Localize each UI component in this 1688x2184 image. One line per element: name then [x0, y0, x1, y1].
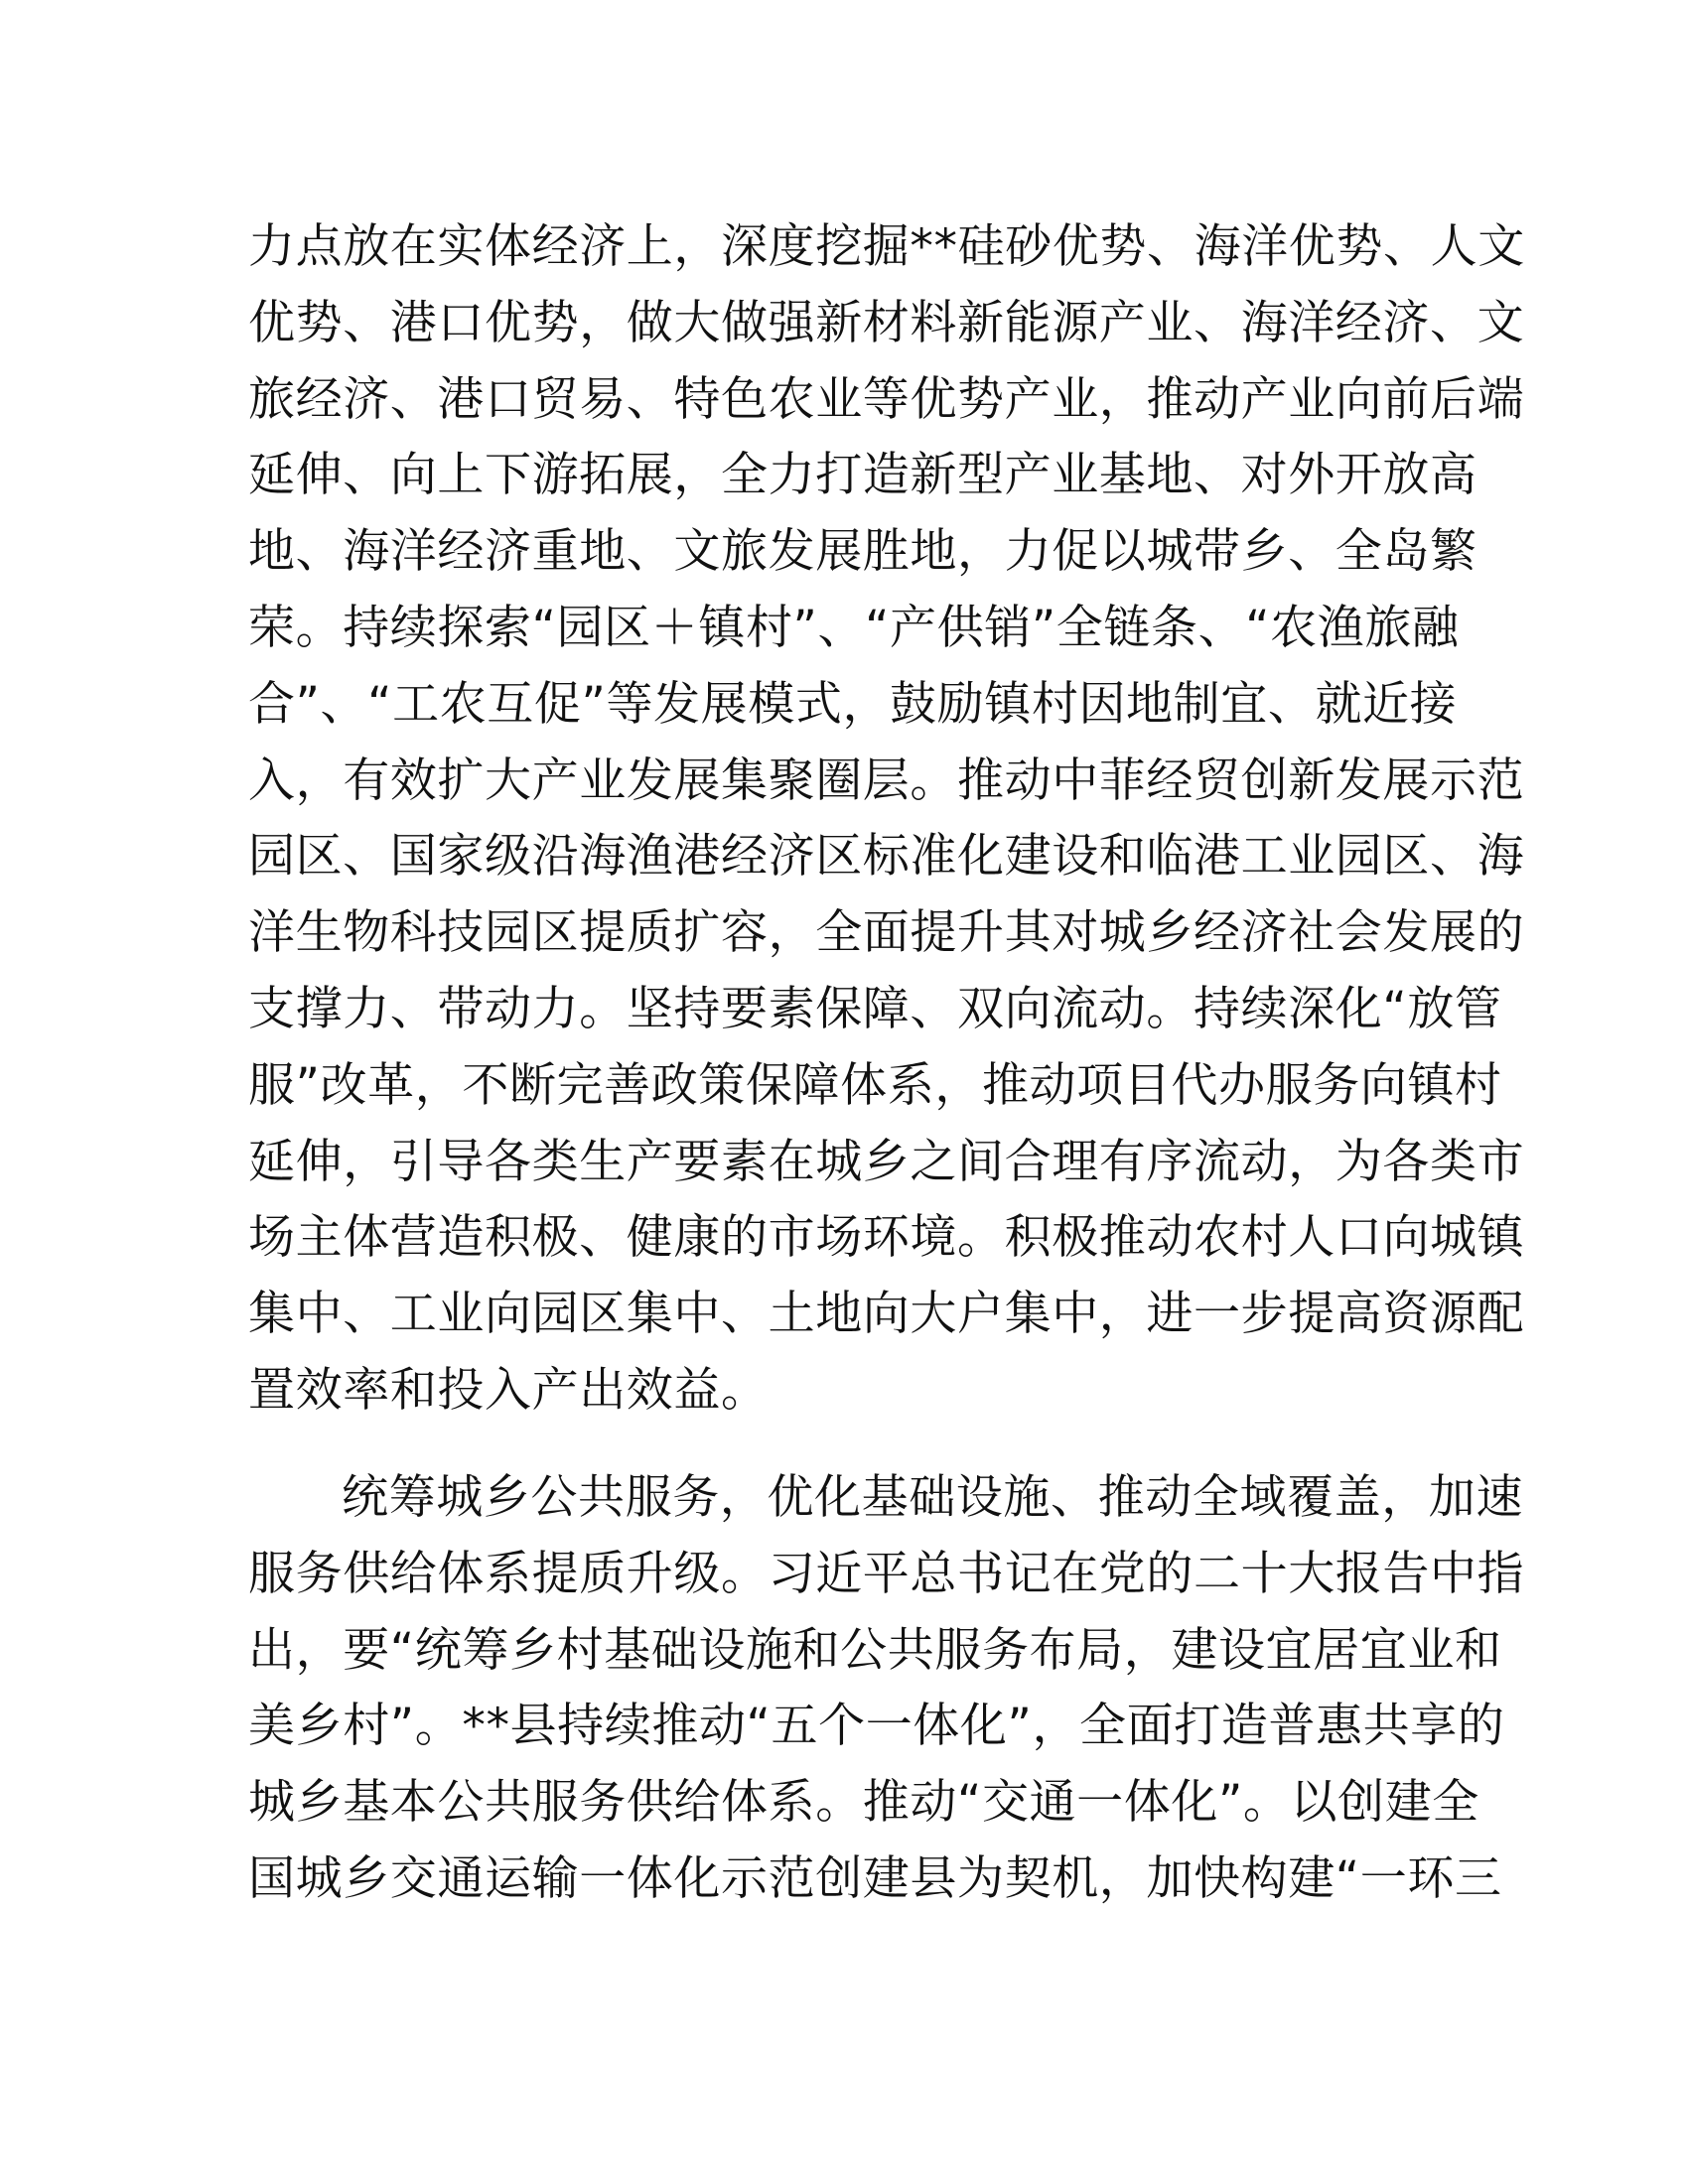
text-line: 延伸、向上下游拓展，全力打造新型产业基地、对外开放高	[248, 448, 1477, 503]
text-line: 统筹城乡公共服务，优化基础设施、推动全域覆盖，加速	[342, 1470, 1523, 1525]
text-line: 置效率和投入产出效益。	[248, 1362, 769, 1418]
text-line: 延伸，引导各类生产要素在城乡之间合理有序流动，为各类市	[248, 1134, 1525, 1189]
text-line: 入，有效扩大产业发展集聚圈层。推动中菲经贸创新发展示范	[248, 752, 1525, 808]
text-line: 国城乡交通运输一体化示范创建县为契机，加快构建“一环三	[248, 1850, 1502, 1906]
text-line: 城乡基本公共服务供给体系。推动“交通一体化”。以创建全	[248, 1775, 1479, 1831]
text-line: 力点放在实体经济上，深度挖掘**硅砂优势、海洋优势、人文	[248, 219, 1525, 274]
text-line: 场主体营造积极、健康的市场环境。积极推动农村人口向城镇	[248, 1210, 1525, 1266]
text-line: 园区、国家级沿海渔港经济区标准化建设和临港工业园区、海	[248, 829, 1525, 885]
text-line: 集中、工业向园区集中、土地向大户集中，进一步提高资源配	[248, 1287, 1525, 1342]
paragraph-1	[248, 209, 1525, 1430]
text-line: 旅经济、港口贸易、特色农业等优势产业，推动产业向前后端	[248, 371, 1525, 427]
text-line: 服”改革，不断完善政策保障体系，推动项目代办服务向镇村	[248, 1057, 1502, 1113]
text-line: 优势、港口优势，做大做强新材料新能源产业、海洋经济、文	[248, 295, 1525, 350]
text-line: 美乡村”。**县持续推动“五个一体化”，全面打造普惠共享的	[248, 1699, 1505, 1754]
text-line: 荣。持续探索“园区＋镇村”、“产供销”全链条、“农渔旅融	[248, 600, 1460, 655]
text-line: 服务供给体系提质升级。习近平总书记在党的二十大报告中指	[248, 1546, 1525, 1601]
paragraph-2	[248, 1460, 1525, 1918]
text-line: 合”、“工农互促”等发展模式，鼓励镇村因地制宜、就近接	[248, 676, 1458, 732]
text-line: 出，要“统筹乡村基础设施和公共服务布局，建设宜居宜业和	[248, 1622, 1502, 1678]
text-line: 支撑力、带动力。坚持要素保障、双向流动。持续深化“放管	[248, 981, 1502, 1036]
text-line: 地、海洋经济重地、文旅发展胜地，力促以城带乡、全岛繁	[248, 524, 1477, 580]
text-line: 洋生物科技园区提质扩容，全面提升其对城乡经济社会发展的	[248, 905, 1525, 961]
